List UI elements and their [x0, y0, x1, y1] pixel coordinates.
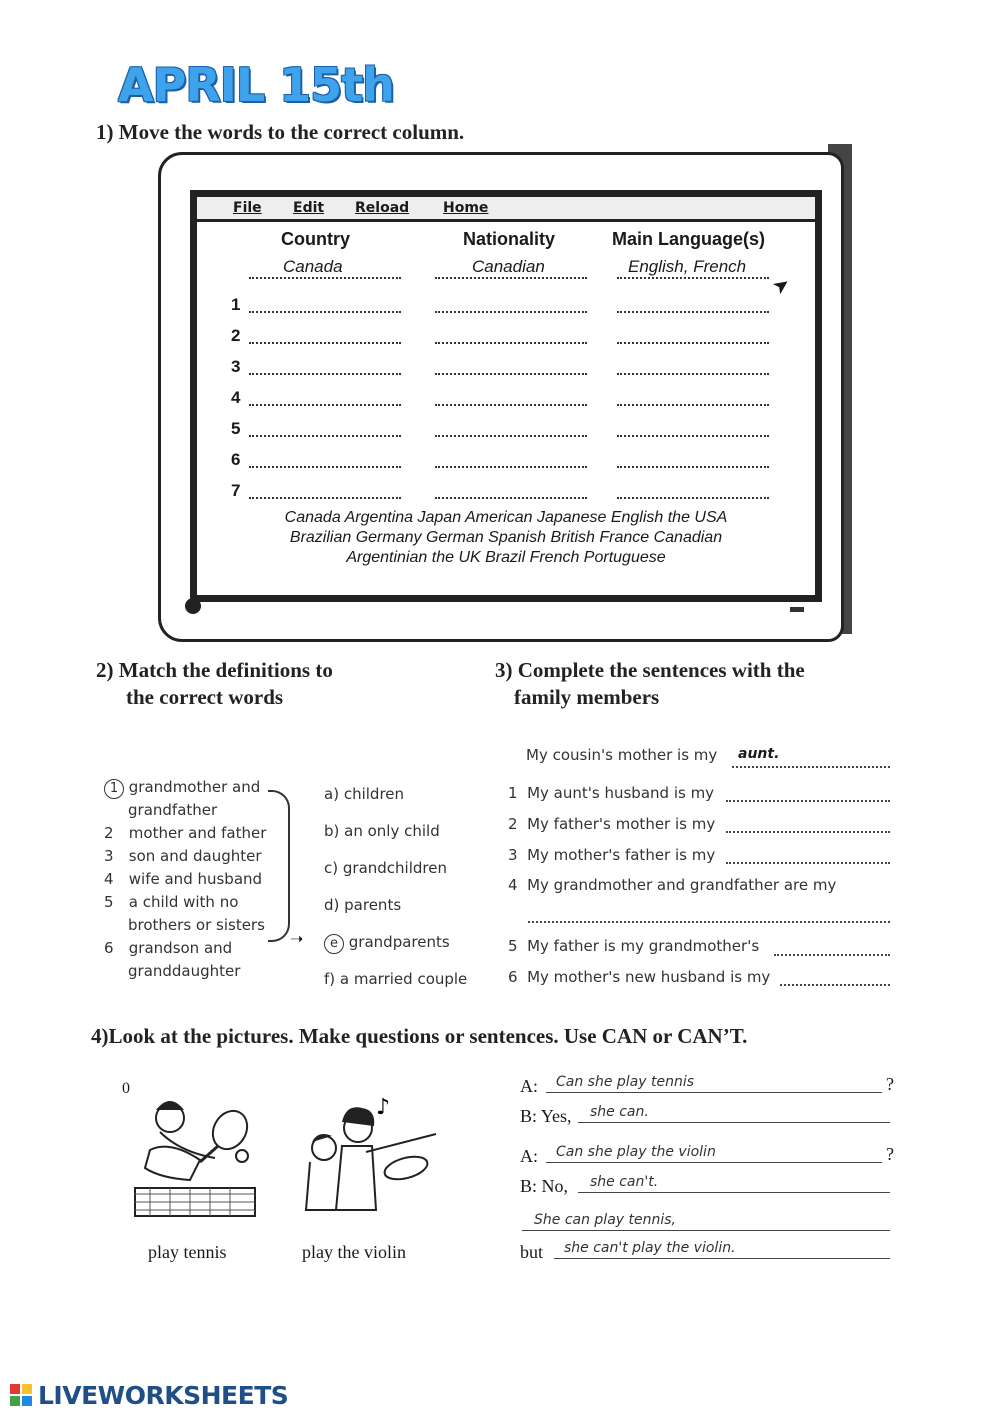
answer-country-2[interactable] — [249, 342, 401, 344]
word-item[interactable]: a) children — [324, 785, 405, 803]
row-number: 5 — [231, 419, 241, 438]
definition-item[interactable]: 2 mother and father — [104, 824, 267, 842]
section3-heading: 3) Complete the sentences with the — [495, 658, 805, 682]
answer-2: she can't. — [590, 1174, 659, 1190]
answer-language-4[interactable] — [617, 404, 769, 406]
answer-blank-1[interactable] — [726, 800, 890, 802]
speaker-label: B: No, — [520, 1176, 569, 1196]
answer-nationality-1[interactable] — [435, 311, 587, 313]
but-label: but — [520, 1242, 544, 1262]
word-bank-line: Brazilian Germany German Spanish British France Canadian — [289, 529, 723, 546]
menu-file[interactable]: File — [233, 200, 262, 216]
answer-nationality-6[interactable] — [435, 466, 587, 468]
example-language: English, French — [628, 257, 747, 276]
answer-nationality-2[interactable] — [435, 342, 587, 344]
row-number: 7 — [231, 481, 241, 500]
question-2: Can she play the violin — [556, 1144, 716, 1160]
column-language: Main Language(s) — [612, 229, 766, 249]
picture-caption: play the violin — [302, 1242, 406, 1262]
word-item[interactable]: b) an only child — [324, 822, 440, 840]
section2-heading: 2) Match the definitions to — [96, 658, 333, 682]
svg-text:♪: ♪ — [376, 1095, 391, 1120]
answer-country-4[interactable] — [249, 404, 401, 406]
example-answer: aunt. — [738, 746, 780, 762]
definitions-list: 1 grandmother and grandfather 2 mother and father 3 son and daughter 4 wife and husband 5 a child with no brothers or sisters 6 grandson and granddaughter — [104, 778, 267, 980]
menu-reload[interactable]: Reload — [355, 200, 410, 216]
speaker-label: A: — [520, 1146, 538, 1166]
word-letter: e — [324, 934, 344, 954]
answer-blank-5[interactable] — [774, 954, 890, 956]
monitor-led — [790, 607, 804, 612]
definition-item[interactable]: 6 grandson and — [104, 939, 233, 957]
question-1: Can she play tennis — [556, 1074, 695, 1090]
tennis-player-image — [130, 1090, 260, 1230]
arrow-right-icon: ➝ — [290, 931, 304, 948]
sentence-1: She can play tennis, — [534, 1212, 676, 1228]
answer-language-7[interactable] — [617, 497, 769, 499]
word-bank-line: Argentinian the UK Brazil French Portuguese — [346, 549, 666, 566]
section1-heading: 1) Move the words to the correct column. — [96, 120, 465, 144]
sentence-item: 6 My mother's new husband is my — [508, 968, 771, 986]
example-nationality: Canadian — [472, 257, 545, 276]
liveworksheets-logo-icon — [10, 1384, 32, 1406]
answer-1: she can. — [590, 1104, 649, 1120]
menu-edit[interactable]: Edit — [293, 200, 325, 216]
sentence-item: 1 My aunt's husband is my — [508, 784, 715, 802]
sentence-item: 5 My father is my grandmother's — [508, 937, 760, 955]
example-country: Canada — [283, 257, 343, 276]
answer-language-3[interactable] — [617, 373, 769, 375]
answer-blank-2[interactable] — [726, 831, 890, 833]
cursor-arrow-icon: ➤ — [768, 272, 795, 300]
match-line — [268, 790, 290, 942]
row-number: 1 — [231, 295, 241, 314]
browser-menubar — [197, 197, 815, 222]
answer-nationality-7[interactable] — [435, 497, 587, 499]
answer-nationality-3[interactable] — [435, 373, 587, 375]
violin-player-image — [296, 1090, 446, 1230]
answer-country-1[interactable] — [249, 311, 401, 313]
row-number: 6 — [231, 450, 241, 469]
word-item[interactable]: c) grandchildren — [324, 859, 447, 877]
section2-heading-line2: the correct words — [126, 685, 284, 709]
answer-nationality-4[interactable] — [435, 404, 587, 406]
answer-language-1[interactable] — [617, 311, 769, 313]
answer-language-5[interactable] — [617, 435, 769, 437]
word-bank-line: Canada Argentina Japan American Japanese English the USA — [284, 509, 728, 526]
definition-item[interactable]: 4 wife and husband — [104, 870, 263, 888]
word-item[interactable]: f) a married couple — [324, 970, 468, 988]
sentence-item: 2 My father's mother is my — [508, 815, 716, 833]
speaker-label: B: Yes, — [520, 1106, 572, 1126]
answer-language-2[interactable] — [617, 342, 769, 344]
answer-country-5[interactable] — [249, 435, 401, 437]
definition-number: 1 — [104, 779, 124, 799]
answer-blank-4[interactable] — [528, 921, 890, 923]
page-title: APRIL 15th — [118, 58, 394, 112]
question-mark: ? — [886, 1144, 894, 1164]
sentence-item: 3 My mother's father is my — [508, 846, 716, 864]
question-mark: ? — [886, 1074, 894, 1094]
word-item[interactable]: e grandparents — [324, 924, 467, 961]
words-list — [324, 776, 467, 998]
speaker-label: A: — [520, 1076, 538, 1096]
definition-item[interactable]: 5 a child with no — [104, 893, 239, 911]
picture-caption: play tennis — [148, 1242, 227, 1262]
row-number: 3 — [231, 357, 241, 376]
row-number: 2 — [231, 326, 241, 345]
sentence-item: 4 My grandmother and grandfather are my — [508, 876, 837, 894]
sentence-2: she can't play the violin. — [564, 1240, 736, 1256]
answer-blank-6[interactable] — [780, 984, 890, 986]
word-item[interactable]: d) parents — [324, 896, 402, 914]
example-sentence: My cousin's mother is my — [526, 746, 718, 764]
definition-item[interactable]: 3 son and daughter — [104, 847, 262, 865]
answer-country-6[interactable] — [249, 466, 401, 468]
row-number: 4 — [231, 388, 241, 407]
answer-country-7[interactable] — [249, 497, 401, 499]
section4-heading: 4)Look at the pictures. Make questions or sentences. Use CAN or CAN’T. — [91, 1024, 748, 1048]
answer-blank-3[interactable] — [726, 862, 890, 864]
answer-country-3[interactable] — [249, 373, 401, 375]
browser-screen — [190, 190, 822, 602]
column-country: Country — [281, 229, 350, 249]
column-nationality: Nationality — [463, 229, 556, 249]
definition-item[interactable]: 1 grandmother and — [104, 776, 266, 799]
menu-home[interactable]: Home — [443, 200, 489, 216]
answer-language-6[interactable] — [617, 466, 769, 468]
word-bank — [197, 508, 815, 568]
brand-name: LIVEWORKSHEETS — [38, 1381, 289, 1410]
example-number: 0 — [122, 1080, 130, 1097]
answer-nationality-5[interactable] — [435, 435, 587, 437]
section3-heading-line2: family members — [514, 685, 660, 709]
